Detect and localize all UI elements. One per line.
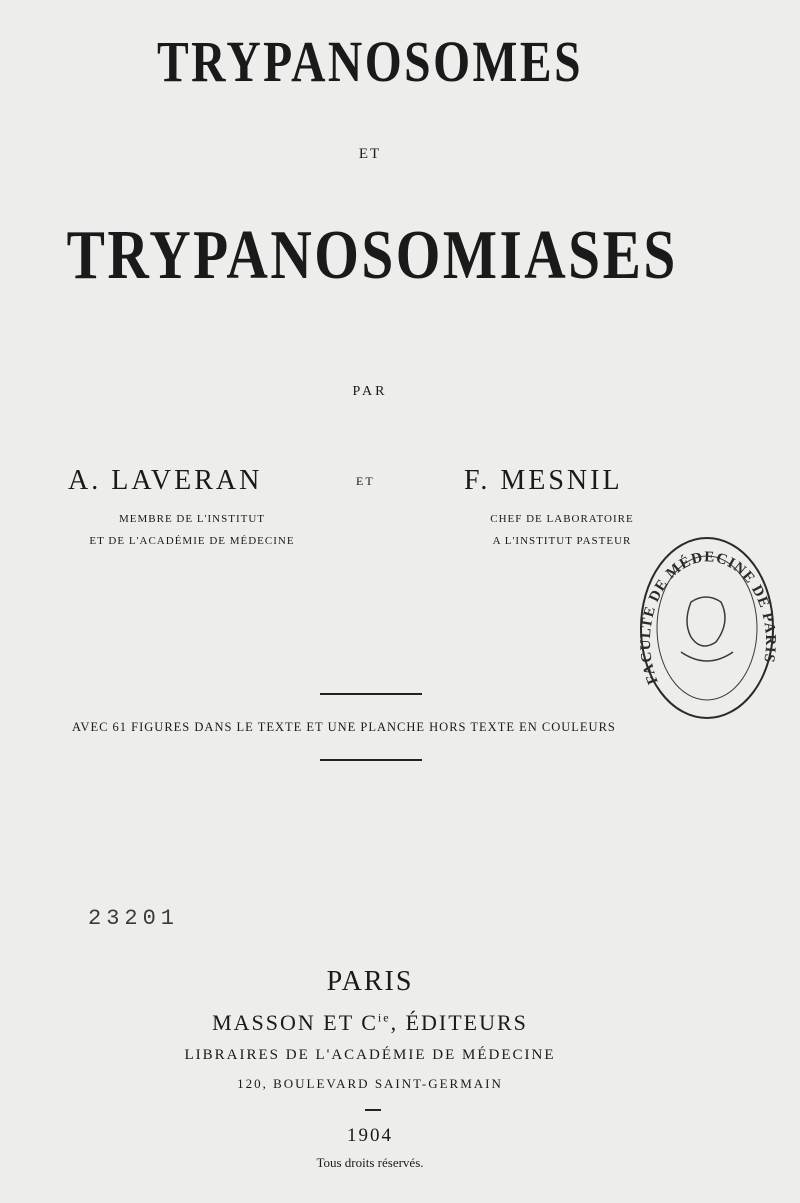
- author1-affiliation: [72, 508, 312, 552]
- publisher-line2: LIBRAIRES DE L'ACADÉMIE DE MÉDECINE: [184, 1047, 556, 1063]
- author2-affiliation-line1: CHEF DE LABORATOIRE: [490, 513, 634, 525]
- author2-name: F. MESNIL: [464, 465, 623, 496]
- author1-name: A. LAVERAN: [68, 465, 263, 496]
- rights-statement: Tous droits réservés.: [316, 1155, 424, 1170]
- book-title-line1: TRYPANOSOMES: [157, 29, 583, 94]
- publisher-address: 120, BOULEVARD SAINT-GERMAIN: [237, 1076, 503, 1091]
- short-rule: [365, 1109, 381, 1111]
- author1-affiliation-line1: MEMBRE DE L'INSTITUT: [118, 513, 266, 525]
- stamp-text: FACULTÉ DE MÉDECINE DE PARIS: [637, 549, 778, 687]
- book-title-line2: TRYPANOSOMIASES: [66, 217, 678, 294]
- publisher-line: [0, 1010, 740, 1036]
- figures-note: AVEC 61 FIGURES DANS LE TEXTE ET UNE PLANCHE HORS TEXTE EN COULEURS: [72, 720, 616, 734]
- divider-rule: [320, 693, 422, 695]
- author1-affiliation-line2: ET DE L'ACADÉMIE DE MÉDECINE: [89, 535, 295, 547]
- author2-affiliation: [462, 508, 662, 552]
- publisher-role: , ÉDITEURS: [390, 1010, 528, 1035]
- imprint-city: PARIS: [326, 966, 414, 997]
- by-label: PAR: [352, 384, 388, 399]
- divider-rule: [320, 759, 422, 761]
- library-stamp: [636, 532, 778, 724]
- publication-year: 1904: [347, 1125, 393, 1146]
- publisher-name: MASSON ET C: [212, 1010, 378, 1035]
- authors-conjunction: ET: [356, 474, 375, 488]
- title-conjunction: ET: [358, 146, 382, 162]
- inventory-number: 23201: [88, 906, 180, 931]
- author2-affiliation-line2: A L'INSTITUT PASTEUR: [492, 535, 632, 547]
- publisher-superscript: ie: [377, 1010, 391, 1025]
